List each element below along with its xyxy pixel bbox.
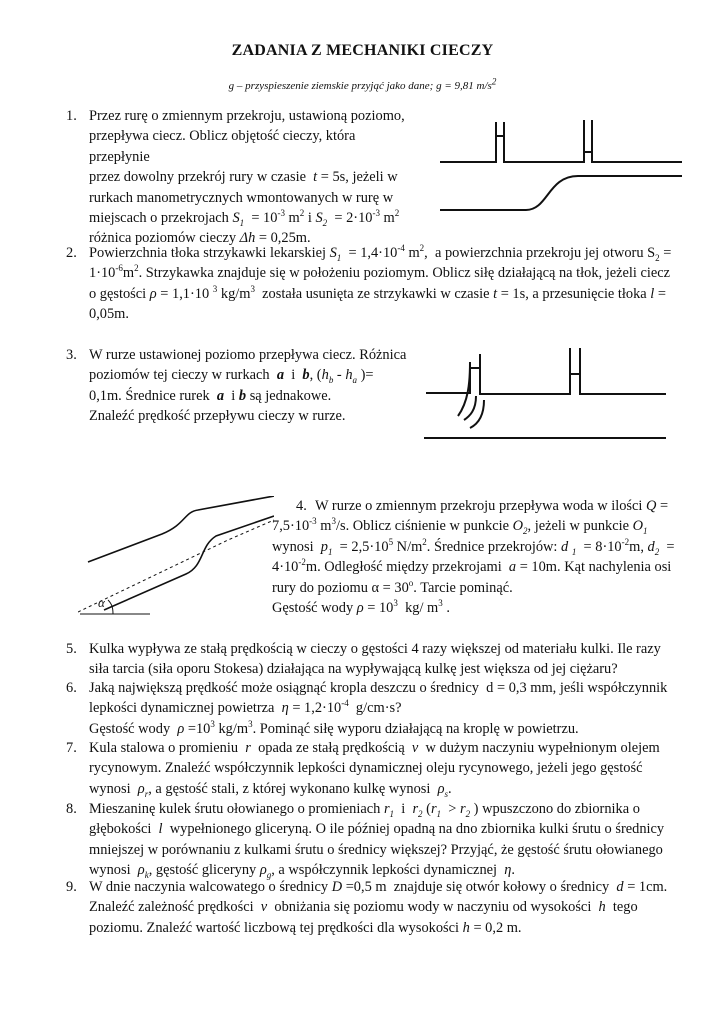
figure-4-angle-label: α <box>98 595 105 610</box>
problem-3-text: W rurze ustawionej poziomo przepływa ciecz. Różnica poziomów tej cieczy w rurkach a i b, ($h_b - h_a$ )= 0,1m. Średnice rurek a i b są jednakowe. Znaleźć prędkość przepływu cieczy w rurze. <box>89 347 407 425</box>
problem-4-number: 4. <box>296 498 307 514</box>
problem-7-text: Kula stalowa o promieniu r opada ze stałą prędkością v w dużym naczyniu wypełnionym olejem rycynowym. Znaleźć współczynnik lepkości dynamicznej oleju rycynowego, jeżeli jego gęstość wynosi $\rho_r$, a gęstość stali, z której wykonano kulkę wynosi $\rho_s$. <box>89 740 660 799</box>
figure-3-pipe <box>420 344 670 444</box>
figure-1-pipe <box>438 114 688 218</box>
problem-8-text: Mieszaninę kulek śrutu ołowianego o promieniach $r_1$ i $r_2$ ($r_1 > r_2$ ) wpuszczono do zbiornika o głębokości l wypełnionego gliceryną. O ile później opadną na dno zbiornika kulki śrutu o średnicy mniejszej w porównaniu z kulkami śrutu o średnicy większej? Przyjąć, że gęstość śrutu ołowianego wynosi $\rho_k$, gęstość gliceryny $\rho_g$, a współczynnik lepkości dynamicznej η. <box>89 801 665 881</box>
problem-6-text: Jaką największą prędkość może osiągnąć kropla deszczu o średnicy d = 0,3 mm, jeśli współczynnik lepkości dynamicznej powietrza $\eta = 1,2\cdot 10^{-4}$ g/cm·s? Gęstość wody $\rho =10^3$ $kg/m^3$. Pominąć siłę wyporu działającą na kroplę w powietrzu. <box>89 680 668 737</box>
problem-2-number: 2. <box>66 245 77 261</box>
problem-9-text: W dnie naczynia walcowatego o średnicy D =0,5 m znajduje się otwór kołowy o średnicy d = 1cm. Znaleźć zależność prędkości v obniżania się poziomu wody w naczyniu od wysokości h tego poziomu. Znaleźć wartość liczbową tej prędkości dla wysokości h = 0,2 m. <box>89 879 668 936</box>
problem-1-number: 1. <box>66 108 77 124</box>
problem-4-text: W rurze o zmiennym przekroju przepływa woda w ilości Q = $7,5\cdot 10^{-3}$ $m^3/s$. Oblicz ciśnienie w punkcie $O_2$, jeżeli w punkcie $O_1$ wynosi $p_1 = 2,5\cdot 10^5$ $N/m^2$. Średnice przekrojów: d $_1 = 8\cdot 10^{-2}m$, $d_2$ = $4\cdot 10^{-2}m$. Odległość między przekrojami a = 10m. Kąt nachylenia osi rury do poziomu $\alpha = 30^o$. Tarcie pominąć. Gęstość wody $\rho = 10^3$ kg/ $m^3$ . <box>272 498 675 617</box>
problem-3-number: 3. <box>66 347 77 363</box>
page-subtitle: g – przyspieszenie ziemskie przyjąć jako dane; g = 9,81 $m/s^2$ <box>228 76 497 92</box>
problem-2-text: Powierzchnia tłoka strzykawki lekarskiej $S_1 = 1,4\cdot 10^{-4}$ $m^2$, a powierzchnia przekroju jej otworu $S_2$ = $1\cdot 10^{-6}m^2$. Strzykawka znajduje się w położeniu poziomym. Oblicz siłę działającą na tłok, jeżeli ciecz o gęstości ρ = 1,1·10 $^3$ $kg/m^3$ została usunięta ze strzykawki w czasie t = 1s, a przesunięcie tłoka l = 0,05m. <box>89 243 672 323</box>
page-title: ZADANIA Z MECHANIKI CIECZY <box>231 42 494 59</box>
figure-4-inclined-pipe <box>78 496 274 620</box>
problem-7-number: 7. <box>66 740 77 756</box>
problem-9-number: 9. <box>66 879 77 895</box>
problem-6-number: 6. <box>66 680 77 696</box>
problem-1-text: Przez rurę o zmiennym przekroju, ustawioną poziomo, przepływa ciecz. Oblicz objętość cieczy, która przepłynie przez dowolny przekrój rury w czasie t = 5s, jeżeli w rurkach manometrycznych wmontowanych w rurę w miejscach o przekrojach $S_1 = 10^{-3}$ $m^2$ i $S_2 = 2\cdot 10^{-3}$ $m^2$ różnica poziomów cieczy Δh = 0,25m. <box>89 108 405 247</box>
problem-5-number: 5. <box>66 641 77 657</box>
problem-8-number: 8. <box>66 801 77 817</box>
problem-5-text: Kulka wypływa ze stałą prędkością w cieczy o gęstości 4 razy większej od materiału kulki. Ile razy siła tarcia (siła oporu Stokesa) działająca na wypływającą kulkę jest większa od jej ciężaru? <box>89 641 661 678</box>
